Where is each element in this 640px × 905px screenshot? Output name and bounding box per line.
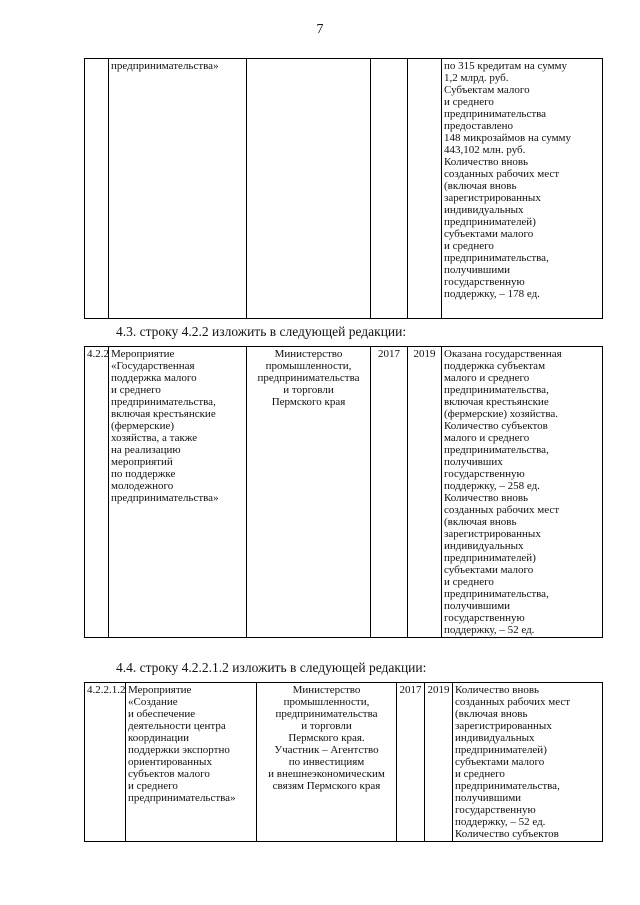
- text-line: связям Пермского края: [272, 780, 381, 792]
- text-line: молодежного: [111, 480, 174, 492]
- text-line: зарегистрированных: [444, 192, 541, 204]
- text-line: промышленности,: [283, 696, 370, 708]
- text-line: субъектами малого: [455, 756, 545, 768]
- text-line: 1,2 млрд. руб.: [444, 72, 509, 84]
- text-line: государственную: [444, 612, 525, 624]
- text-line: и торговли: [301, 720, 352, 732]
- text-line: предпринимательства: [257, 372, 360, 384]
- text-line: получившими: [444, 264, 511, 276]
- text-line: Пермского края.: [288, 732, 365, 744]
- cell-start: 2017: [371, 347, 408, 638]
- text-line: Субъектам малого: [444, 84, 530, 96]
- text-line: и среднего: [444, 96, 494, 108]
- cell-end: [408, 59, 442, 319]
- text-line: созданных рабочих мест: [444, 168, 560, 180]
- text-line: предпринимательства,: [444, 444, 549, 456]
- text-line: государственную: [455, 804, 536, 816]
- text-line: предпринимателей): [455, 744, 547, 756]
- text-line: предпринимательства»: [111, 492, 219, 504]
- section-heading-4-4: 4.4. строку 4.2.2.1.2 изложить в следующей редакции:: [116, 660, 427, 675]
- text-line: хозяйства, а также: [111, 432, 198, 444]
- text-line: Оказана государственная: [444, 348, 562, 360]
- text-line: предпринимательства: [275, 708, 378, 720]
- text-line: Мероприятие: [111, 348, 175, 360]
- text-line: ориентированных: [128, 756, 212, 768]
- text-line: (фермерские): [111, 420, 175, 432]
- text-line: (включая вновь: [444, 516, 517, 528]
- text-line: Мероприятие: [128, 684, 192, 696]
- text-line: предоставлено: [444, 120, 514, 132]
- cell-name: [109, 347, 247, 638]
- cell-end: 2019: [408, 347, 442, 638]
- text-line: и обеспечение: [128, 708, 196, 720]
- text-line: и внешнеэкономическим: [268, 768, 385, 780]
- text-line: и среднего: [444, 240, 494, 252]
- text-line: поддержку, – 178 ед.: [444, 288, 540, 300]
- text-line: получившими: [444, 600, 511, 612]
- text-line: индивидуальных: [444, 540, 524, 552]
- cell-start: [371, 59, 408, 319]
- text-line: субъектов малого: [128, 768, 210, 780]
- cell-result: [453, 683, 603, 842]
- text-line: деятельности центра: [128, 720, 226, 732]
- text-line: по инвестициям: [288, 756, 365, 768]
- table-row: [85, 683, 603, 842]
- text-line: на реализацию: [111, 444, 181, 456]
- text-line: включая крестьянские: [444, 396, 549, 408]
- text-line: зарегистрированных: [444, 528, 541, 540]
- text-line: и среднего: [455, 768, 505, 780]
- text-line: промышленности,: [265, 360, 352, 372]
- table-row-4-2-2: [84, 346, 603, 638]
- text-line: Количество вновь: [455, 684, 540, 696]
- cell-num: 4.2.2.1.2: [85, 683, 126, 842]
- text-line: Участник – Агентство: [274, 744, 379, 756]
- cell-num: [85, 59, 109, 319]
- text-line: предпринимательства,: [111, 396, 216, 408]
- cell-result: [442, 347, 603, 638]
- text-line: созданных рабочих мест: [455, 696, 571, 708]
- text-line: и среднего: [128, 780, 178, 792]
- text-line: поддержку, – 52 ед.: [455, 816, 546, 828]
- text-line: индивидуальных: [444, 204, 524, 216]
- text-line: Министерство: [292, 684, 361, 696]
- cell-executor: [247, 347, 371, 638]
- text-line: «Создание: [128, 696, 178, 708]
- text-line: мероприятий: [111, 456, 173, 468]
- text-line: (включая вновь: [455, 708, 528, 720]
- text-line: по 315 кредитам на сумму: [444, 60, 568, 72]
- text-line: индивидуальных: [455, 732, 535, 744]
- section-heading-4-3: 4.3. строку 4.2.2 изложить в следующей редакции:: [116, 324, 407, 339]
- table-row: [85, 347, 603, 638]
- text-line: получивших: [444, 456, 503, 468]
- text-line: поддержки экспортно: [128, 744, 230, 756]
- text-line: и среднего: [111, 384, 161, 396]
- text-line: предпринимательства,: [444, 384, 549, 396]
- text-line: поддержку, – 52 ед.: [444, 624, 535, 636]
- text-line: предпринимательства»: [128, 792, 236, 804]
- page-number: 7: [316, 22, 324, 37]
- text-line: субъектами малого: [444, 228, 534, 240]
- cell-executor: [257, 683, 397, 842]
- cell-num: 4.2.2: [85, 347, 109, 638]
- cell-start: 2017: [397, 683, 425, 842]
- table-row-4-2-2-1-2: [84, 682, 603, 842]
- table-row: [85, 59, 603, 319]
- text-line: и среднего: [444, 576, 494, 588]
- text-line: предпринимателей): [444, 216, 536, 228]
- text-line: предпринимательства,: [444, 252, 549, 264]
- text-line: малого и среднего: [444, 432, 530, 444]
- text-line: поддержку, – 258 ед.: [444, 480, 540, 492]
- table-continuation: [84, 58, 603, 319]
- text-line: Количество субъектов: [455, 828, 559, 840]
- text-line: 443,102 млн. руб.: [444, 144, 526, 156]
- text-line: предпринимателей): [444, 552, 536, 564]
- text-line: получившими: [455, 792, 522, 804]
- text-line: 148 микрозаймов на сумму: [444, 132, 571, 144]
- text-line: Пермского края: [271, 396, 346, 408]
- text-line: зарегистрированных: [455, 720, 552, 732]
- text-line: (фермерские) хозяйства.: [444, 408, 559, 420]
- text-line: по поддержке: [111, 468, 176, 480]
- text-line: предпринимательства: [444, 108, 547, 120]
- text-line: Количество субъектов: [444, 420, 548, 432]
- text-line: Министерство: [274, 348, 343, 360]
- text-line: и торговли: [283, 384, 334, 396]
- text-line: малого и среднего: [444, 372, 530, 384]
- text-line: включая крестьянские: [111, 408, 216, 420]
- text-line: субъектами малого: [444, 564, 534, 576]
- text-line: поддержка субъектам: [444, 360, 546, 372]
- text-line: созданных рабочих мест: [444, 504, 560, 516]
- text-line: предпринимательства,: [455, 780, 560, 792]
- text-line: предпринимательства,: [444, 588, 549, 600]
- text-line: (включая вновь: [444, 180, 517, 192]
- text-line: поддержка малого: [111, 372, 197, 384]
- text-line: государственную: [444, 468, 525, 480]
- text-line: государственную: [444, 276, 525, 288]
- text-line: «Государственная: [111, 360, 195, 372]
- cell-name: [126, 683, 257, 842]
- text-line: Количество вновь: [444, 492, 529, 504]
- cell-name: предпринимательства»: [109, 59, 247, 319]
- text-line: Количество вновь: [444, 156, 529, 168]
- text-line: координации: [128, 732, 190, 744]
- cell-end: 2019: [425, 683, 453, 842]
- cell-executor: [247, 59, 371, 319]
- cell-result: [442, 59, 603, 319]
